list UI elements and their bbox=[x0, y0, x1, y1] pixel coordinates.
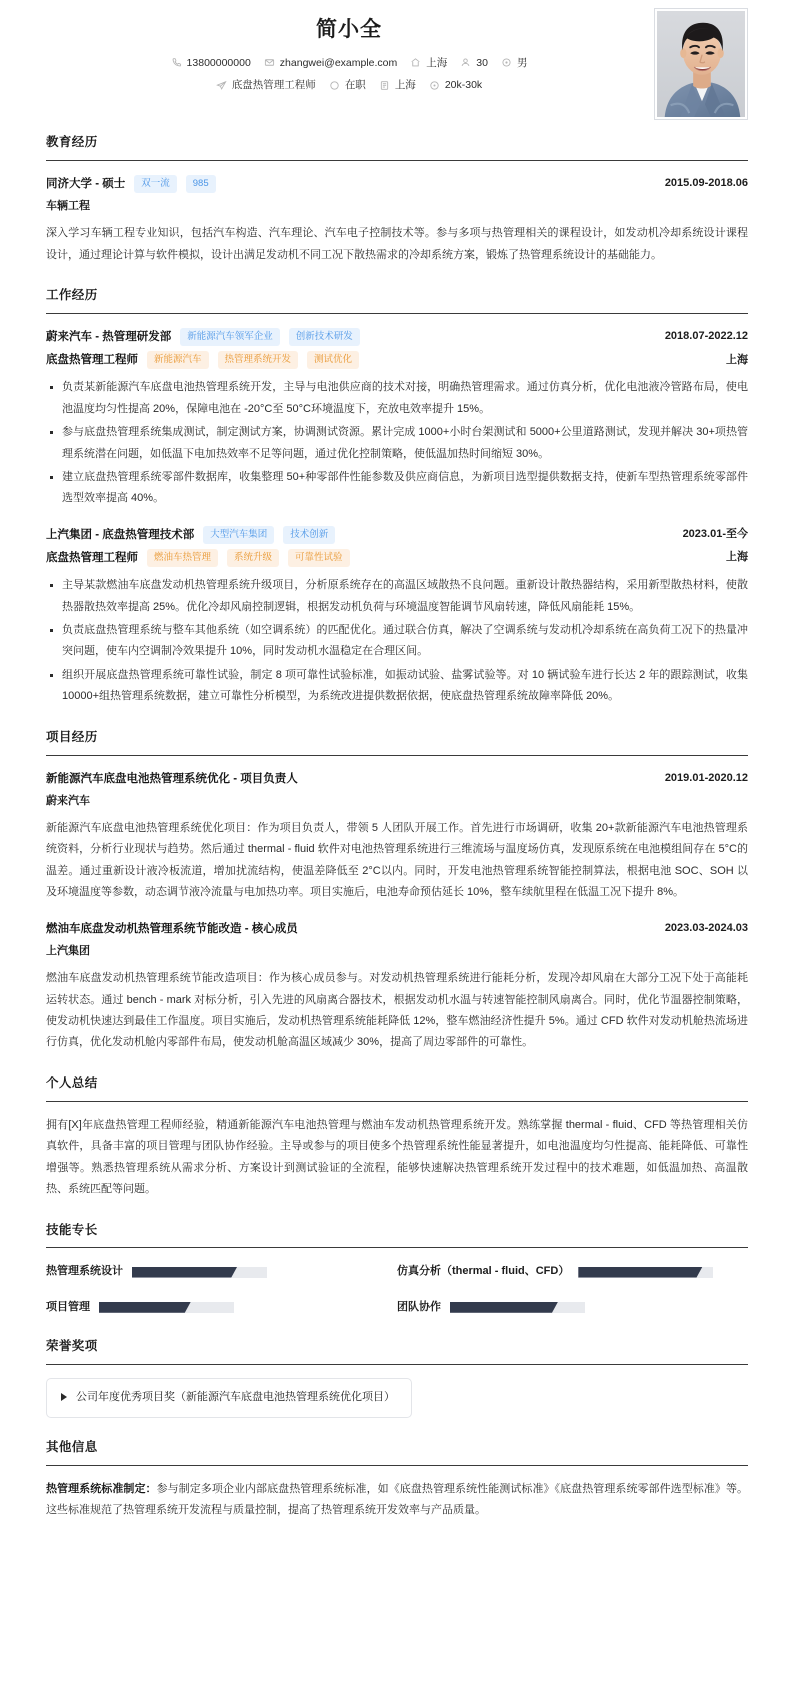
section-skills bbox=[46, 1220, 748, 1317]
tag-blue: 新能源汽车领军企业 bbox=[180, 328, 280, 347]
tag-orange: 测试优化 bbox=[307, 351, 359, 370]
skill-item bbox=[46, 1262, 397, 1281]
education-entry bbox=[46, 174, 748, 266]
skill-progress-fill bbox=[450, 1302, 558, 1313]
entry-location: 上海 bbox=[726, 551, 748, 564]
resume-header bbox=[46, 0, 748, 128]
other-info-item bbox=[46, 1479, 748, 1522]
skills-grid bbox=[46, 1261, 748, 1317]
section-education bbox=[46, 132, 748, 266]
skill-label: 团队协作 bbox=[397, 1300, 441, 1313]
entry-title-group bbox=[46, 327, 360, 347]
entry-title: 蔚来汽车 - 热管理研发部 bbox=[46, 331, 172, 343]
contact-row-primary bbox=[46, 54, 748, 72]
contact-item-location[interactable] bbox=[379, 76, 416, 94]
contact-item-send[interactable] bbox=[216, 76, 316, 94]
section-work bbox=[46, 285, 748, 708]
honors-list bbox=[46, 1378, 748, 1418]
list-item: 负责某新能源汽车底盘电池热管理系统开发，主导与电池供应商的技术对接，明确热管理需求。通过仿真分析，优化电池液冷管路布局，使电池温度均匀性提高 20%，保障电池在 -20°C至 50°C环境温度下，充放电效率提升 15%。 bbox=[46, 377, 748, 420]
contact-value: 13800000000 bbox=[186, 56, 251, 69]
salary-icon bbox=[429, 80, 440, 91]
summary-paragraph: 拥有[X]年底盘热管理工程师经验，精通新能源汽车电池热管理与燃油车发动机热管理系统开发。熟练掌握 thermal - fluid、CFD 等热管理相关仿真软件，具备丰富的项目管理与团队协作经验。主导或参与的项目使多个热管理系统性能显著提升，如电池温度均匀性提高、能耗降低、可靠性增强等。熟悉热管理系统从需求分析、方案设计到测试验证的全流程，能够快速解决热管理系统开发过程中的技术难题，如低温加热、高温散热、系统匹配等问题。 bbox=[46, 1118, 748, 1196]
entry-date: 2023.01-至今 bbox=[682, 528, 748, 541]
contact-value: 上海 bbox=[426, 56, 448, 69]
section-other-info bbox=[46, 1437, 748, 1522]
tag-blue: 985 bbox=[186, 175, 216, 194]
section-summary bbox=[46, 1073, 748, 1201]
work-entry bbox=[46, 327, 748, 510]
list-item: 建立底盘热管理系统零部件数据库，收集整理 50+种零部件性能参数及供应商信息，为新项目选型提供数据支持，使新车型热管理系统零部件选型效率提高 40%。 bbox=[46, 467, 748, 510]
contact-row-secondary bbox=[46, 76, 748, 94]
entry-header-row bbox=[46, 769, 748, 789]
page-title: 简小全 bbox=[316, 18, 382, 41]
contact-value: 上海 bbox=[394, 78, 416, 91]
skill-progress-fill bbox=[132, 1267, 237, 1278]
entry-company: 蔚来汽车 bbox=[46, 794, 90, 807]
tag-orange: 燃油车热管理 bbox=[147, 549, 218, 568]
skill-item bbox=[46, 1298, 397, 1317]
tag-blue: 技术创新 bbox=[283, 526, 335, 545]
skill-label: 仿真分析（thermal - fluid、CFD） bbox=[397, 1265, 570, 1278]
contact-value: 男 bbox=[516, 56, 528, 69]
tag-orange: 新能源汽车 bbox=[147, 351, 209, 370]
section-title-education: 教育经历 bbox=[46, 132, 748, 161]
skill-progress-track bbox=[99, 1302, 234, 1313]
section-title-skills: 技能专长 bbox=[46, 1220, 748, 1249]
entry-header-row bbox=[46, 174, 748, 194]
entry-title: 燃油车底盘发动机热管理系统节能改造 - 核心成员 bbox=[46, 922, 298, 935]
tag-orange: 可靠性试验 bbox=[288, 549, 350, 568]
send-icon bbox=[216, 80, 227, 91]
skill-item bbox=[397, 1298, 748, 1317]
mail-icon bbox=[264, 57, 275, 68]
entry-role-group bbox=[46, 350, 359, 370]
avatar bbox=[657, 11, 745, 117]
tag-blue: 双一流 bbox=[134, 175, 177, 194]
work-entries bbox=[46, 327, 748, 708]
skill-label: 热管理系统设计 bbox=[46, 1265, 123, 1278]
entry-title-group bbox=[46, 525, 335, 545]
section-title-work: 工作经历 bbox=[46, 285, 748, 314]
entry-paragraph: 新能源汽车底盘电池热管理系统优化项目：作为项目负责人，带领 5 人团队开展工作。首先进行市场调研，收集 20+款新能源汽车电池热管理系统资料，分析行业现状与趋势。然后通过 thermal - fluid 软件对电池热管理系统进行三维流场与温度场仿真，发现原系统在电池模组间存在 5°C的温差。通过重新设计液冷板流道，增加扰流结构，使温差降低至 2°C以内。同时，开发电池热管理系统智能控制算法，根据电池 SOC、SOH 以及环境温度等参数，动态调节液冷流量与电加热功率。项目实施后，电池寿命预估延长 10%，整车续航里程在低温工况下提升 8%。 bbox=[46, 822, 748, 899]
gender-icon bbox=[501, 57, 512, 68]
tag-blue: 大型汽车集团 bbox=[203, 526, 274, 545]
project-entry bbox=[46, 769, 748, 904]
entry-title: 上汽集团 - 底盘热管理技术部 bbox=[46, 528, 195, 541]
honor-text: 公司年度优秀项目奖（新能源汽车底盘电池热管理系统优化项目） bbox=[76, 1390, 395, 1403]
contact-item-user[interactable] bbox=[460, 54, 488, 72]
skill-progress-track bbox=[132, 1267, 267, 1278]
contact-item-mail[interactable] bbox=[264, 54, 397, 72]
entry-date: 2019.01-2020.12 bbox=[664, 772, 748, 785]
entry-header-row bbox=[46, 327, 748, 347]
other-info-label: 热管理系统标准制定： bbox=[46, 1482, 157, 1495]
home-icon bbox=[410, 57, 421, 68]
contact-item-gender[interactable] bbox=[501, 54, 528, 72]
list-item: 负责底盘热管理系统与整车其他系统（如空调系统）的匹配优化。通过联合仿真，解决了空调系统与发动机冷却系统在高负荷工况下的热量冲突问题，使车内空调制冷效果提升 10%，同时发动机水温稳定在合理区间。 bbox=[46, 620, 748, 663]
skill-progress-fill bbox=[99, 1302, 191, 1313]
other-info-list bbox=[46, 1479, 748, 1522]
contact-value: 底盘热管理工程师 bbox=[231, 78, 316, 91]
entry-date: 2018.07-2022.12 bbox=[664, 330, 748, 343]
entry-role-row bbox=[46, 350, 748, 370]
entry-role-group bbox=[46, 548, 350, 568]
entry-company: 上汽集团 bbox=[46, 944, 90, 957]
entry-title: 同济大学 - 硕士 bbox=[46, 177, 126, 190]
contact-item-status[interactable] bbox=[329, 76, 366, 94]
contact-value: 20k-30k bbox=[444, 78, 483, 91]
contact-item-home[interactable] bbox=[410, 54, 447, 72]
other-info-text: 参与制定多项企业内部底盘热管理系统标准，如《底盘热管理系统性能测试标准》《底盘热管理系统零部件选型标准》等。这些标准规范了热管理系统开发流程与质量控制，提高了热管理系统开发效率与产品质量。 bbox=[46, 1482, 749, 1517]
skill-progress-track bbox=[450, 1302, 585, 1313]
entry-subtitle: 车辆工程 bbox=[46, 200, 90, 212]
contact-value: 在职 bbox=[344, 78, 366, 91]
entry-header-row bbox=[46, 525, 748, 545]
section-honors bbox=[46, 1336, 748, 1418]
tag-blue: 创新技术研发 bbox=[289, 328, 360, 347]
status-icon bbox=[329, 80, 340, 91]
section-title-other-info: 其他信息 bbox=[46, 1437, 748, 1466]
tag-orange: 系统升级 bbox=[227, 549, 279, 568]
contact-value: zhangwei@example.com bbox=[279, 56, 398, 69]
skill-label: 项目管理 bbox=[46, 1300, 90, 1313]
section-title-honors: 荣誉奖项 bbox=[46, 1336, 748, 1365]
achievement-list bbox=[46, 377, 748, 510]
entry-role: 底盘热管理工程师 bbox=[46, 552, 138, 564]
phone-icon bbox=[171, 57, 182, 68]
user-icon bbox=[460, 57, 471, 68]
section-projects bbox=[46, 727, 748, 1054]
entry-title-group bbox=[46, 174, 216, 194]
skill-progress-track bbox=[578, 1267, 713, 1278]
chevron-right-icon bbox=[61, 1393, 67, 1401]
list-item: 主导某款燃油车底盘发动机热管理系统升级项目，分析原系统存在的高温区域散热不良问题。重新设计散热器结构，采用新型散热材料，使散热器散热效率提高 25%。优化冷却风扇控制逻辑，根据发动机负荷与环境温度智能调节风扇转速，降低风扇能耗 15%。 bbox=[46, 575, 748, 618]
list-item: 参与底盘热管理系统集成测试，制定测试方案，协调测试资源。累计完成 1000+小时台架测试和 5000+公里道路测试，发现并解决 30+项热管理系统潜在问题，如低温下电加热效率不足等问题，通过优化控制策略，使低温加热时间缩短 30%。 bbox=[46, 422, 748, 465]
section-title-projects: 项目经历 bbox=[46, 727, 748, 756]
location-icon bbox=[379, 80, 390, 91]
entry-paragraph: 深入学习车辆工程专业知识，包括汽车构造、汽车理论、汽车电子控制技术等。参与多项与热管理相关的课程设计，如发动机冷却系统设计课程设计，通过理论计算与软件模拟，设计出满足发动机不同工况下散热需求的冷却系统方案，锻炼了热管理系统设计的基础能力。 bbox=[46, 227, 748, 261]
section-title-summary: 个人总结 bbox=[46, 1073, 748, 1102]
contact-item-salary[interactable] bbox=[429, 76, 482, 94]
entry-title-group bbox=[46, 769, 298, 789]
entry-paragraph: 燃油车底盘发动机热管理系统节能改造项目：作为核心成员参与。对发动机热管理系统进行能耗分析，发现冷却风扇在大部分工况下处于高能耗运转状态。通过 bench - mark 对标分析，引入先进的风扇离合器技术，根据发动机水温与转速智能控制风扇离合。同时，优化节温器控制策略，使发动机快速达到最佳工作温度。项目实施后，发动机热管理系统能耗降低 12%，整车燃油经济性提升 5%。通过 CFD 软件对发动机舱热流场进行仿真，优化发动机舱内零部件布局，使发动机舱高温区域减少 30%，提高了周边零部件的可靠性。 bbox=[46, 972, 748, 1049]
entry-title-group bbox=[46, 919, 298, 939]
profile-photo-frame bbox=[654, 8, 748, 120]
achievement-list bbox=[46, 575, 748, 708]
honor-card[interactable] bbox=[46, 1378, 412, 1418]
entry-title: 新能源汽车底盘电池热管理系统优化 - 项目负责人 bbox=[46, 772, 298, 785]
tag-orange: 热管理系统开发 bbox=[218, 351, 299, 370]
work-entry bbox=[46, 525, 748, 708]
entry-date: 2015.09-2018.06 bbox=[664, 177, 748, 190]
entry-header-row bbox=[46, 919, 748, 939]
entry-location: 上海 bbox=[726, 353, 748, 366]
list-item: 组织开展底盘热管理系统可靠性试验，制定 8 项可靠性试验标准，如振动试验、盐雾试验等。对 10 辆试验车进行长达 2 年的跟踪测试，收集 10000+组热管理系统数据，建立可靠性分析模型，为系统改进提供数据依据，使底盘热管理系统故障率降低 20%。 bbox=[46, 665, 748, 708]
project-entry bbox=[46, 919, 748, 1054]
contact-value: 30 bbox=[476, 56, 488, 69]
entry-role: 底盘热管理工程师 bbox=[46, 354, 138, 367]
entry-date: 2023.03-2024.03 bbox=[664, 922, 748, 935]
project-entries bbox=[46, 769, 748, 1054]
contact-item-phone[interactable] bbox=[171, 54, 251, 72]
skill-item bbox=[397, 1262, 748, 1281]
skill-progress-fill bbox=[578, 1267, 702, 1278]
education-entries bbox=[46, 174, 748, 266]
portrait-illustration bbox=[657, 11, 745, 117]
entry-role-row bbox=[46, 548, 748, 568]
